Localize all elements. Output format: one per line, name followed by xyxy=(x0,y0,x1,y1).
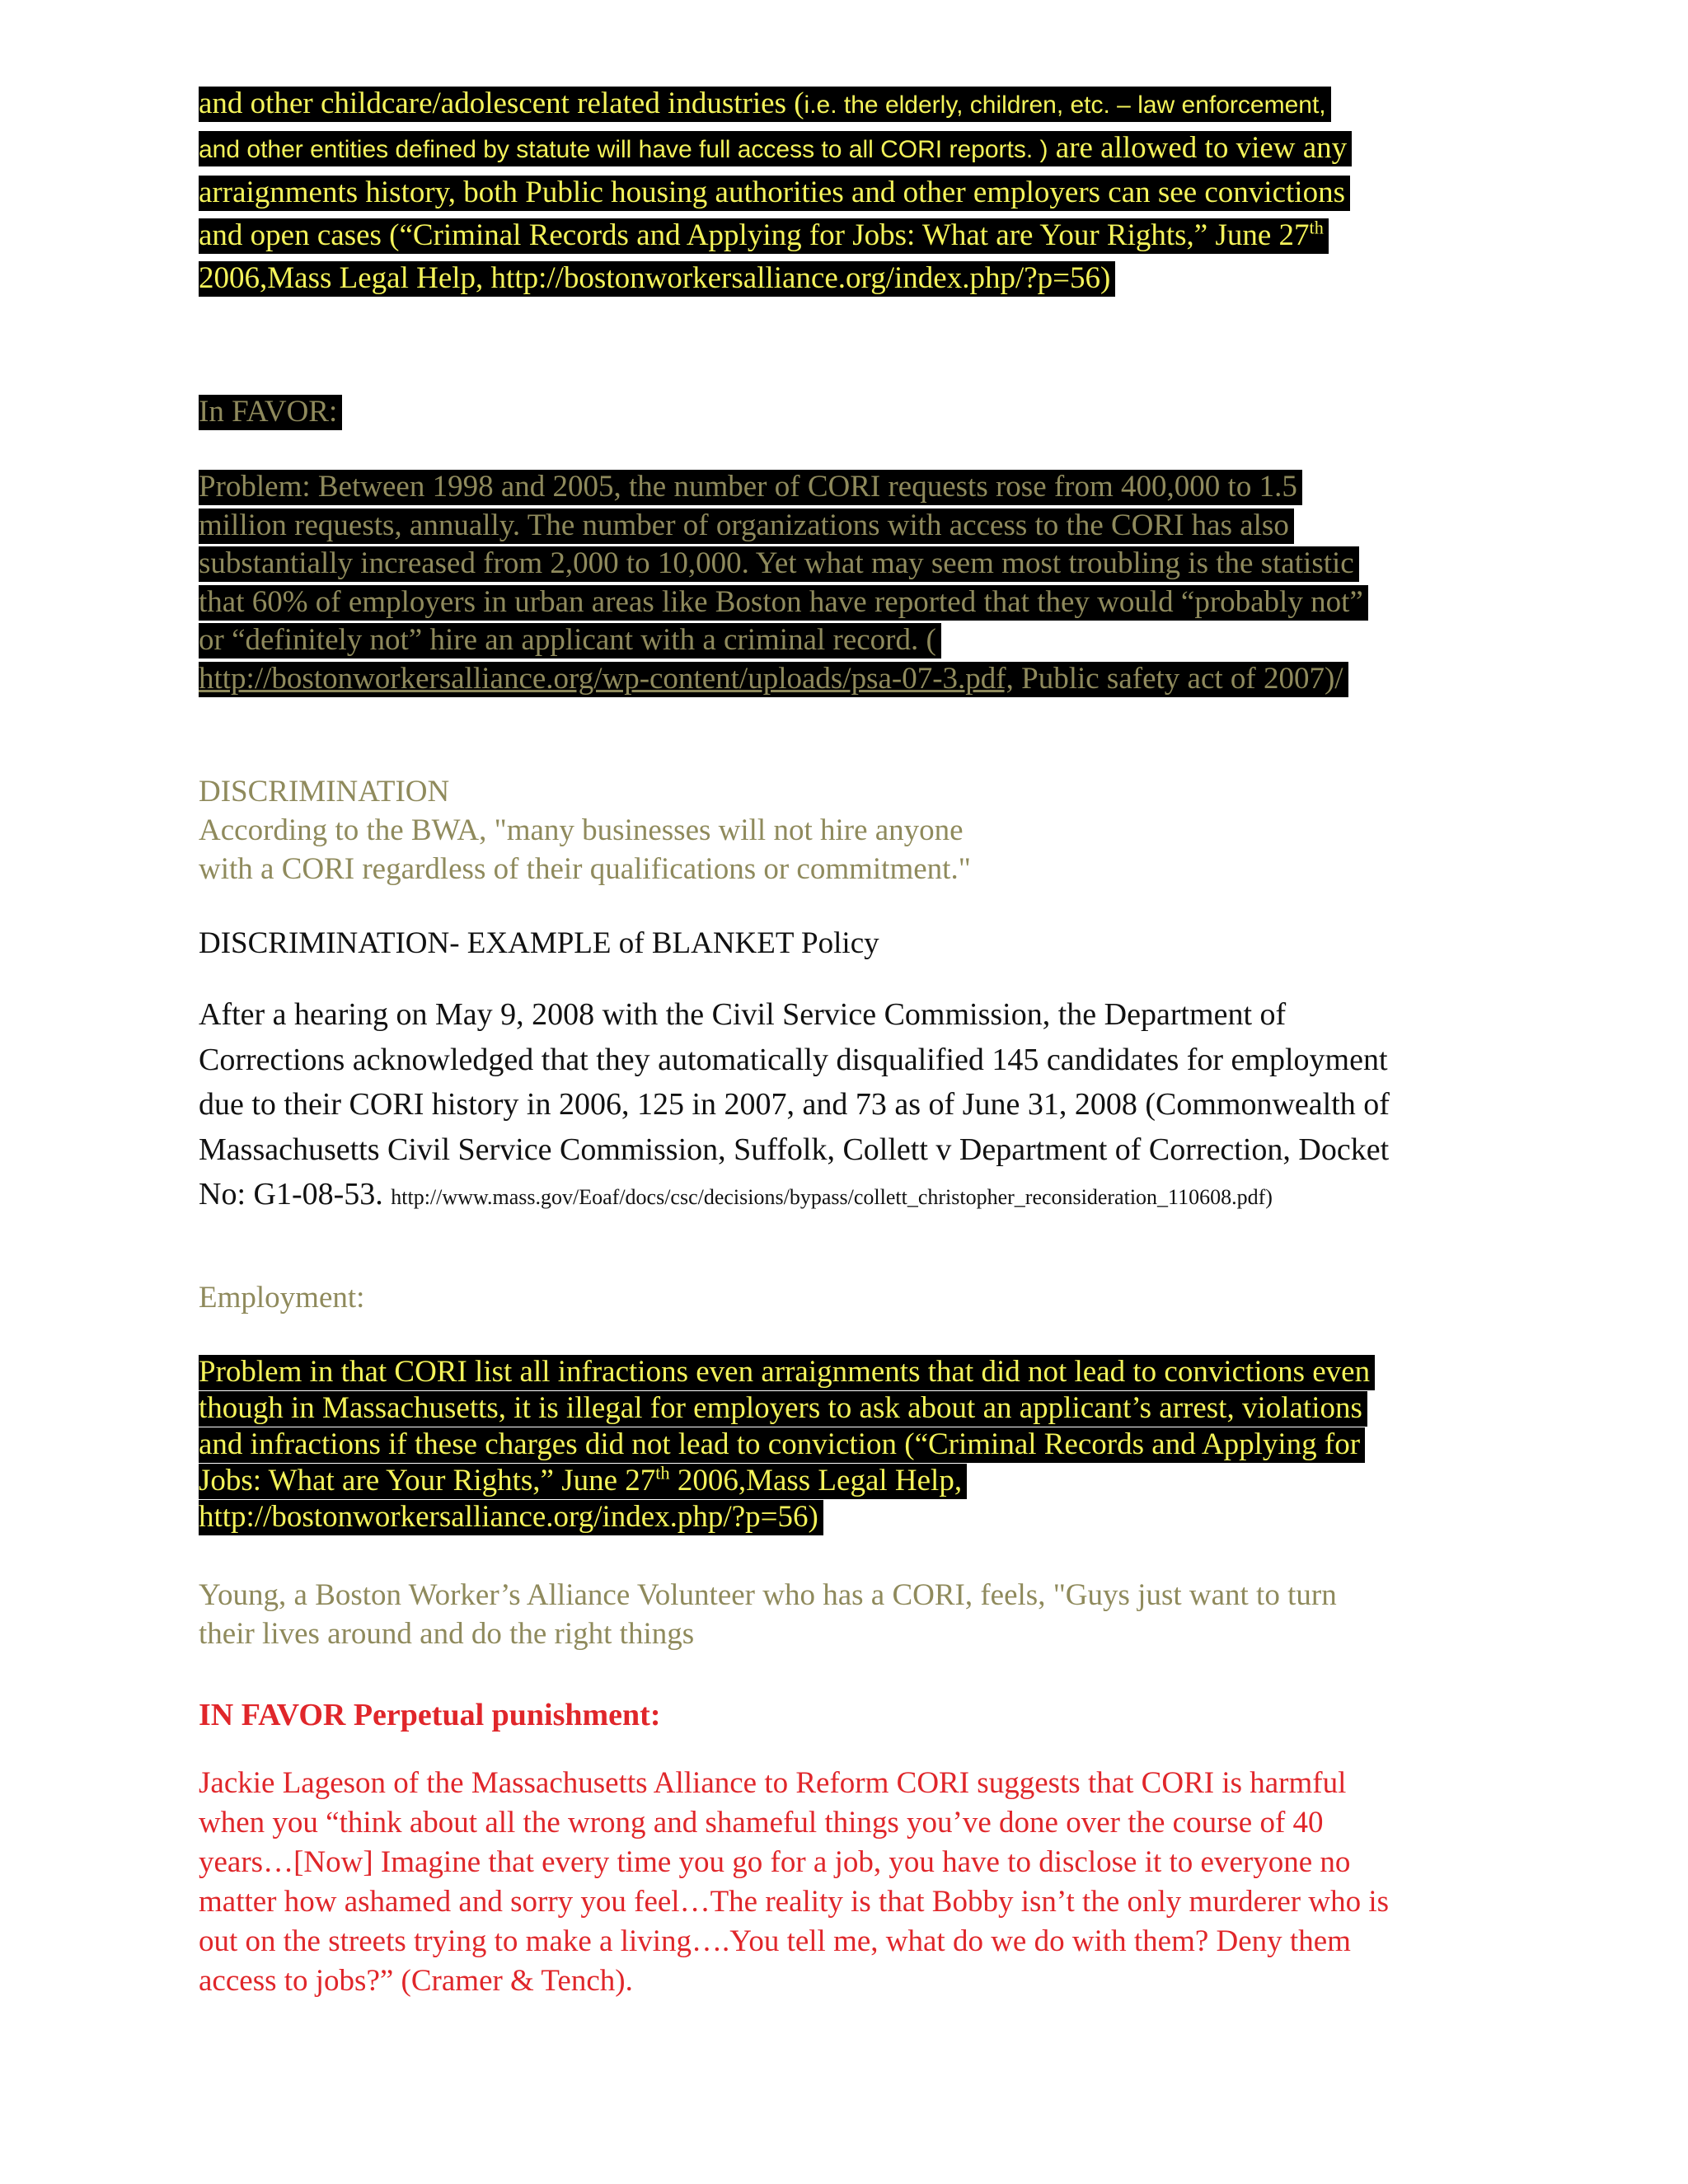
psa-link[interactable]: http://bostonworkersalliance.org/wp-content/uploads/psa-07-3.pdf, xyxy=(199,661,1014,696)
rights-line-5: 2006,Mass Legal Help, http://bostonworkersalliance.org/index.php/?p=56) xyxy=(199,261,1115,297)
cori-list-line-1: Problem in that CORI list all infractions even arraignments that did not lead to convictions even xyxy=(199,1355,1375,1390)
cori-list-paragraph xyxy=(199,1354,1375,1535)
employment-heading xyxy=(199,1277,364,1319)
in-favor-heading xyxy=(199,391,342,434)
jackie-line-6: access to jobs?” (Cramer & Tench). xyxy=(199,1964,633,1998)
rights-line-4a: and open cases (“Criminal Records and Applying for Jobs: What are Your Rights,” June 27 xyxy=(199,218,1310,252)
hearing-paragraph xyxy=(199,992,1390,1221)
cori-list-line-4-sup: th xyxy=(655,1462,670,1483)
cori-list-line-2: though in Massachusetts, it is illegal for employers to ask about an applicant’s arrest, violations xyxy=(199,1391,1367,1427)
problem-line-1: Problem: Between 1998 and 2005, the number of CORI requests rose from 400,000 to 1.5 xyxy=(199,470,1302,505)
discrimination-block xyxy=(199,772,971,888)
jackie-line-1: Jackie Lageson of the Massachusetts Alliance to Reform CORI suggests that CORI is harmful xyxy=(199,1766,1347,1800)
cori-list-line-3b: “Criminal Records and Applying for xyxy=(914,1427,1361,1461)
employment-heading-text: Employment: xyxy=(199,1281,365,1315)
cori-list-line-4 xyxy=(199,1464,967,1499)
problem-line-3: substantially increased from 2,000 to 10,000. Yet what may seem most troubling is the statistic xyxy=(199,546,1359,582)
hearing-url: http://www.mass.gov/Eoaf/docs/csc/decisions/bypass/collett_christopher_reconsideration_110608.pdf) xyxy=(391,1185,1273,1209)
jackie-line-5: out on the streets trying to make a living….You tell me, what do we do with them? Deny them xyxy=(199,1924,1351,1958)
perpetual-punishment-heading-text: IN FAVOR Perpetual punishment: xyxy=(199,1698,661,1732)
rights-line-2 xyxy=(199,131,1352,166)
hearing-line-1: After a hearing on May 9, 2008 with the Civil Service Commission, the Department of xyxy=(199,997,1287,1032)
discrimination-line-1: According to the BWA, "many businesses will not hire anyone xyxy=(199,813,964,847)
jackie-quote-paragraph xyxy=(199,1764,1389,2001)
hearing-line-5: No: G1-08-53. xyxy=(199,1177,392,1212)
rights-line-4-sup: th xyxy=(1309,217,1324,238)
cori-list-line-4a: Jobs: What are Your Rights,” June 27 xyxy=(199,1464,656,1497)
hearing-line-3: due to their CORI history in 2006, 125 in 2007, and 73 as of June 31, 2008 (Commonwealth of xyxy=(199,1087,1390,1122)
jackie-line-4: matter how ashamed and sorry you feel…The reality is that Bobby isn’t the only murderer who is xyxy=(199,1885,1390,1919)
hearing-line-4: Massachusetts Civil Service Commission, Suffolk, Collett v Department of Correction, Docket xyxy=(199,1132,1390,1167)
cori-list-line-3a: and infractions if these charges did not lead to conviction ( xyxy=(199,1427,915,1461)
problem-line-4: that 60% of employers in urban areas like Boston have reported that they would “probably not” xyxy=(199,585,1368,621)
rights-line-1b: i.e. the elderly, children, etc. – law enforcement, xyxy=(804,91,1326,119)
discrimination-heading: DISCRIMINATION xyxy=(199,775,450,808)
rights-line-3: arraignments history, both Public housing authorities and other employers can see convictions xyxy=(199,176,1350,211)
jackie-line-2: when you “think about all the wrong and shameful things you’ve done over the course of 40 xyxy=(199,1806,1324,1840)
hearing-line-2: Corrections acknowledged that they automatically disqualified 145 candidates for employment xyxy=(199,1042,1388,1077)
rights-line-1 xyxy=(199,87,1331,122)
problem-paragraph xyxy=(199,468,1368,698)
rights-line-1a: and other childcare/adolescent related industries ( xyxy=(199,87,804,120)
problem-line-2: million requests, annually. The number of organizations with access to the CORI has also xyxy=(199,509,1294,544)
young-paragraph xyxy=(199,1576,1337,1653)
rights-line-2b: are allowed to view any xyxy=(1048,131,1348,165)
discrimination-line-2: with a CORI regardless of their qualifications or commitment." xyxy=(199,852,971,886)
cori-list-line-3 xyxy=(199,1427,1365,1463)
cori-list-line-4b: 2006,Mass Legal Help, xyxy=(669,1464,963,1497)
in-favor-heading-text: In FAVOR: xyxy=(199,395,342,430)
rights-paragraph xyxy=(199,82,1352,300)
rights-line-4 xyxy=(199,218,1329,254)
problem-line-6-rest: Public safety act of 2007)/ xyxy=(1013,661,1343,696)
rights-line-2a: and other entities defined by statute will have full access to all CORI reports. ) xyxy=(199,136,1048,163)
problem-line-6 xyxy=(199,662,1348,697)
problem-line-5: or “definitely not” hire an applicant with a criminal record. ( xyxy=(199,623,941,658)
young-line-2: their lives around and do the right things xyxy=(199,1617,695,1651)
perpetual-punishment-heading xyxy=(199,1694,660,1736)
jackie-line-3: years…[Now] Imagine that every time you go for a job, you have to disclose it to everyone no xyxy=(199,1845,1351,1879)
cori-list-line-5: http://bostonworkersalliance.org/index.php/?p=56) xyxy=(199,1500,823,1535)
blanket-policy-heading-text: DISCRIMINATION- EXAMPLE of BLANKET Policy xyxy=(199,926,879,960)
blanket-policy-heading xyxy=(199,923,879,964)
young-line-1: Young, a Boston Worker’s Alliance Volunteer who has a CORI, feels, "Guys just want to turn xyxy=(199,1578,1337,1612)
